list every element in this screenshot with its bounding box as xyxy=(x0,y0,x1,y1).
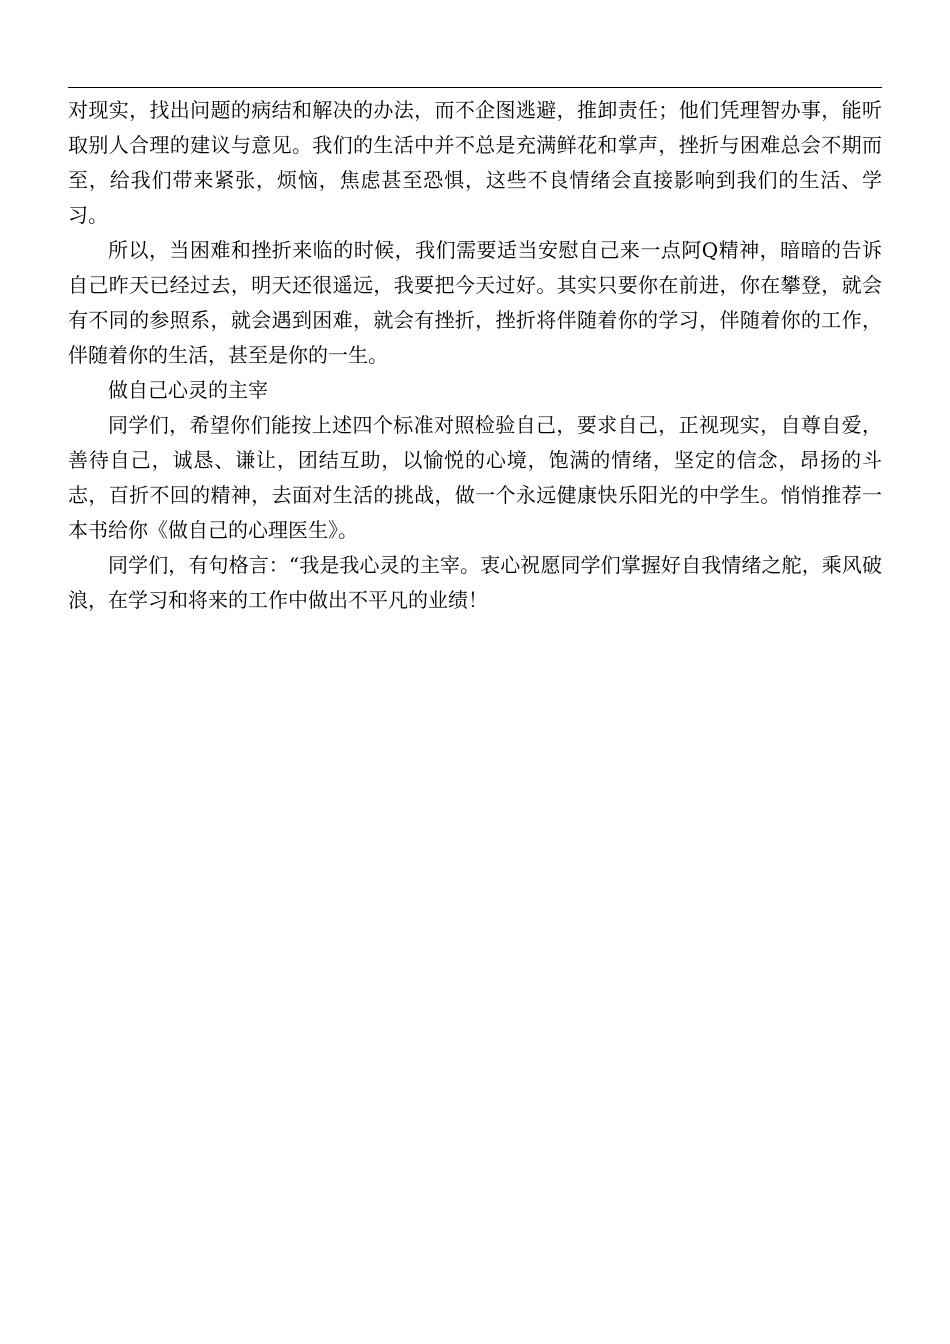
paragraph-adversity: 所以，当困难和挫折来临的时候，我们需要适当安慰自己来一点阿Q精神，暗暗的告诉自己昨天已经过去，明天还很遥远，我要把今天过好。其实只要你在前进，你在攀登，就会有不同的参照系，就会遇到困难，就会有挫折，挫折将伴随着你的学习，伴随着你的工作，伴随着你的生活，甚至是你的一生。 xyxy=(68,238,882,367)
paragraph-motto: 同学们，有句格言：“我是我心灵的主宰。衷心祝愿同学们掌握好自我情绪之舵，乘风破浪，在学习和将来的工作中做出不平凡的业绩！ xyxy=(68,553,882,612)
paragraph-continuation: 对现实，找出问题的病结和解决的办法，而不企图逃避，推卸责任；他们凭理智办事，能听取别人合理的建议与意见。我们的生活中并不总是充满鲜花和掌声，挫折与困难总会不期而至，给我们带来紧张，烦恼，焦虑甚至恐惧，这些不良情绪会直接影响到我们的生活、学习。 xyxy=(68,98,882,227)
document-body xyxy=(68,93,882,618)
header-rule xyxy=(68,87,882,88)
paragraph-standards: 同学们，希望你们能按上述四个标准对照检验自己，要求自己，正视现实，自尊自爱，善待自己，诚恳、谦让，团结互助，以愉悦的心境，饱满的情绪，坚定的信念，昂扬的斗志，百折不回的精神，去面对生活的挑战，做一个永远健康快乐阳光的中学生。悄悄推荐一本书给你《做自己的心理医生》。 xyxy=(68,413,882,542)
section-heading: 做自己心灵的主宰 xyxy=(108,378,268,402)
